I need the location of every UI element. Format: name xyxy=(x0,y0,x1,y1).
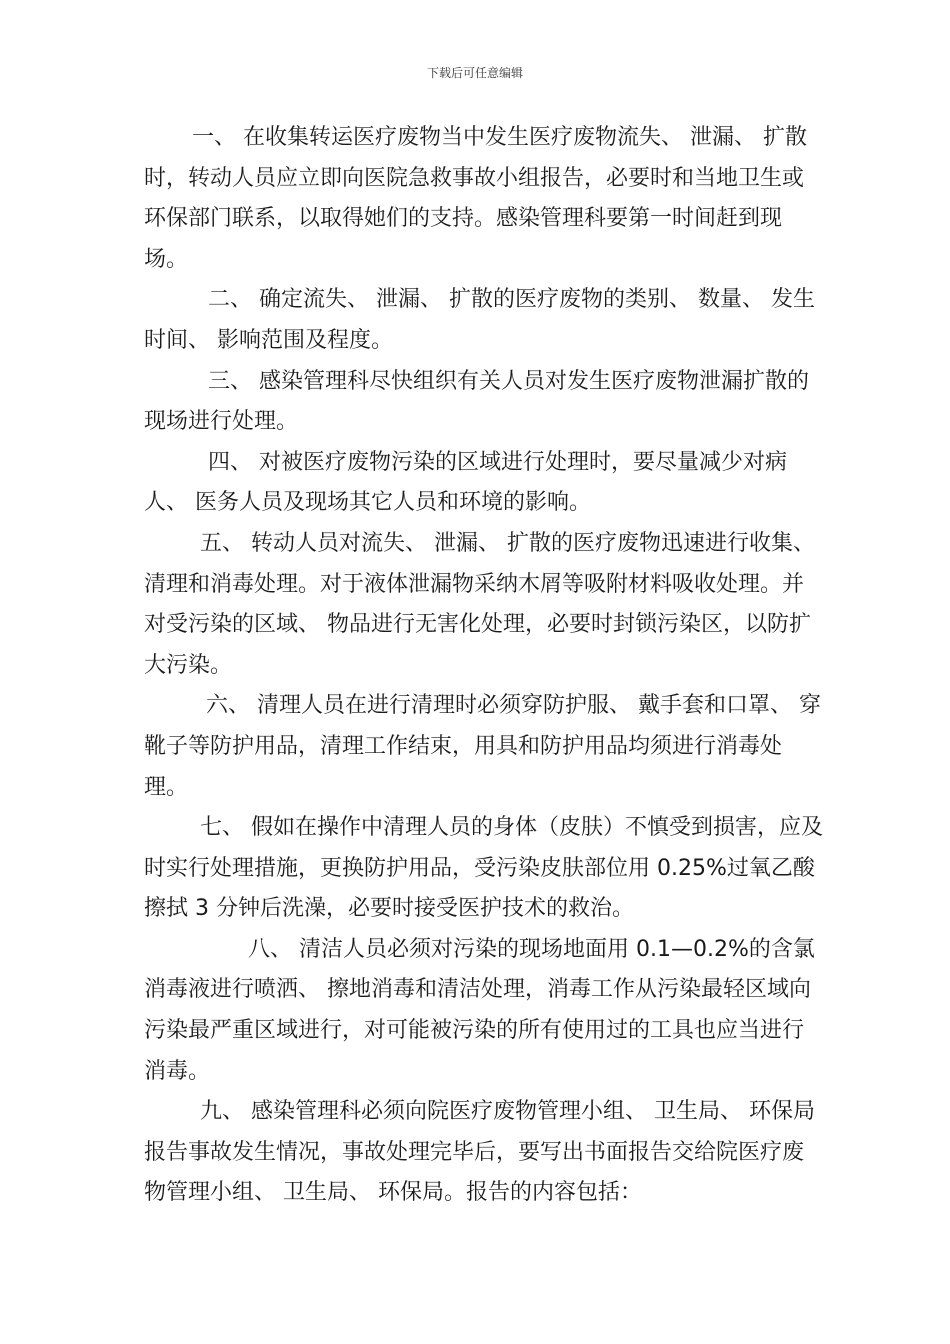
paragraph-4: 四、 对被医疗废物污染的区域进行处理时，要尽量减少对病人、 医务人员及现场其它人员和环境的影响。 xyxy=(144,449,787,516)
paragraph-3: 三、 感染管理科尽快组织有关人员对发生医疗废物泄漏扩散的现场进行处理。 xyxy=(144,368,809,435)
paragraph-7: 七、 假如在操作中清理人员的身体（皮肤）不慎受到损害，应及时实行处理措施，更换防护用品，受污染皮肤部位用 0.25%过氧乙酸擦拭 3 分钟后洗澡，必要时接受医护技术的救治。 xyxy=(144,815,823,922)
paragraph-8: 八、 清洁人员必须对污染的现场地面用 0.1—0.2%的含氯消毒液进行喷洒、 擦地消毒和清洁处理，消毒工作从污染最轻区域向污染最严重区域进行，对可能被污染的所有使用过的工具也应当进行消毒。 xyxy=(144,936,815,1084)
paragraph-1: 一、 在收集转运医疗废物当中发生医疗废物流失、 泄漏、 扩散时，转动人员应立即向医院急救事故小组报告，必要时和当地卫生或环保部门联系，以取得她们的支持。感染管理科要第一时间赶到现场。 xyxy=(144,125,807,272)
paragraph-6: 六、 清理人员在进行清理时必须穿防护服、 戴手套和口罩、 穿靴子等防护用品，清理工作结束，用具和防护用品均须进行消毒处理。 xyxy=(144,693,821,800)
document-body xyxy=(144,118,824,1214)
paragraph-9: 九、 感染管理科必须向院医疗废物管理小组、 卫生局、 环保局报告事故发生情况，事故处理完毕后，要写出书面报告交给院医疗废物管理小组、 卫生局、 环保局。报告的内容包括： xyxy=(144,1099,815,1206)
page-header: 下载后可任意编辑 xyxy=(426,66,523,80)
paragraph-5: 五、 转动人员对流失、 泄漏、 扩散的医疗废物迅速进行收集、 清理和消毒处理。对于液体泄漏物采纳木屑等吸附材料吸收处理。并对受污染的区域、 物品进行无害化处理，必要时封锁污染区，以防扩大污染。 xyxy=(144,530,815,678)
paragraph-2: 二、 确定流失、 泄漏、 扩散的医疗废物的类别、 数量、 发生时间、 影响范围及程度。 xyxy=(144,287,815,353)
